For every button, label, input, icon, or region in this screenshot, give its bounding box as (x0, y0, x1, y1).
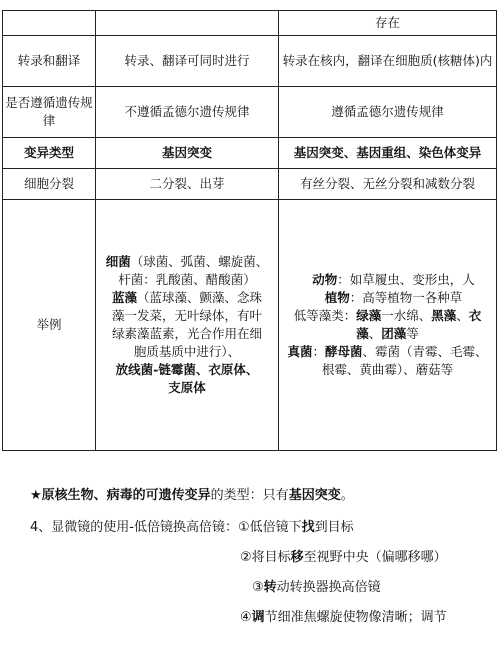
header-cell-3: 存在 (279, 11, 497, 36)
step-2 (240, 546, 447, 565)
example-line: 绿素藻蓝素，光合作用在细 (111, 326, 262, 341)
prokaryote-cell: 转录、翻译可同时进行 (96, 36, 279, 87)
algae-text: 、 (368, 326, 382, 341)
eukaryote-cell: 基因突变、基因重组、染色体变异 (279, 138, 497, 169)
table-header-row (3, 11, 497, 36)
prokaryote-cell: 二分裂、出芽 (96, 169, 279, 200)
yeast: 酵母菌 (325, 344, 363, 359)
algae-text: 、 (456, 308, 469, 323)
eukaryote-examples (279, 200, 497, 451)
example-line (98, 253, 276, 271)
algae-tuan: 团藻 (381, 326, 407, 341)
row-label: 转录和翻译 (3, 36, 96, 87)
algae-prefix: 低等藻类： (293, 308, 357, 323)
item4-text: 4、显微镜的使用-低倍镜换高倍镜：①低倍镜下 (30, 520, 302, 535)
example-line (281, 307, 494, 325)
fungi-title: 真菌 (287, 344, 313, 359)
step-bold: 转 (263, 580, 277, 595)
example-line: 藻一发菜，无叶绿体，有叶 (111, 308, 262, 323)
bacteria-title: 细菌 (105, 254, 131, 269)
prokaryote-cell: 不遵循孟德尔遗传规律 (96, 87, 279, 138)
row-label: 举例 (3, 200, 96, 451)
cyano-title: 蓝藻 (111, 290, 137, 305)
algae-yi: 衣 (468, 308, 482, 323)
row-label: 是否遵循遗传规律 (3, 87, 96, 138)
step-text: ④ (240, 610, 252, 625)
microscope-note (30, 516, 354, 535)
cyano-text: （蓝球藻、颤藻、念珠 (137, 290, 263, 305)
example-line: 放线菌-链霉菌、衣原体、 (115, 362, 259, 377)
table-row-examples (3, 200, 497, 451)
eukaryote-cell: 遵循孟德尔遗传规律 (279, 87, 497, 138)
step-text: ②将目标 (240, 550, 291, 565)
animal-text: ：如草履虫、变形虫，人 (337, 272, 475, 287)
star-icon: ★ (30, 488, 42, 503)
example-line: 根霉、黄曲霉）、蘑菇等 (321, 362, 454, 377)
table-row (3, 36, 497, 87)
star-end: 。 (340, 488, 354, 503)
bacteria-text: （球菌、弧菌、螺旋菌、 (130, 254, 269, 269)
algae-green: 绿藻 (356, 308, 382, 323)
star-bold2: 基因突变 (288, 488, 341, 503)
example-line (281, 325, 494, 343)
fungi-text: ： (312, 344, 325, 359)
algae-zao: 藻 (356, 326, 369, 341)
comparison-table (2, 10, 497, 451)
eukaryote-cell: 转录在核内，翻译在细胞质(核糖体)内 (279, 36, 497, 87)
algae-text: 一水绵、 (381, 308, 432, 323)
table-row (3, 169, 497, 200)
plant-text: ：高等植物一各种草 (349, 290, 463, 305)
eukaryote-cell: 有丝分裂、无丝分裂和减数分裂 (279, 169, 497, 200)
prokaryote-examples (96, 200, 279, 451)
example-line: 杆菌：乳酸菌、醋酸菌） (118, 272, 256, 287)
step-text: ③ (252, 580, 264, 595)
fungi-text: 、霉菌（青霉、毛霉、 (362, 344, 488, 359)
animal-title: 动物 (312, 272, 338, 287)
star-text: 的类型：只有 (210, 488, 289, 503)
algae-black: 黑藻 (431, 308, 457, 323)
star-note (30, 484, 354, 503)
table-row (3, 87, 497, 138)
row-label: 变异类型 (3, 138, 96, 169)
example-line: 支原体 (168, 380, 206, 395)
item4-bold: 找 (301, 520, 315, 535)
step-bold: 移 (290, 550, 304, 565)
header-cell-2 (96, 11, 279, 36)
example-line (281, 289, 494, 307)
algae-text: 等 (406, 326, 419, 341)
example-line (281, 343, 494, 361)
example-line: 胞质基质中进行）、 (133, 344, 241, 359)
example-line (98, 289, 276, 307)
step-text: 节细准焦螺旋使物像清晰；调节 (264, 610, 447, 625)
header-cell-1 (3, 11, 96, 36)
plant-title: 植物 (324, 290, 350, 305)
example-line (281, 271, 494, 289)
step-4 (240, 606, 447, 625)
table-row (3, 138, 497, 169)
item4-end: 到目标 (314, 520, 354, 535)
step-text: 动转换器换高倍镜 (276, 580, 381, 595)
star-bold: 原核生物、病毒的可遗传变异 (41, 488, 211, 503)
prokaryote-cell: 基因突变 (96, 138, 279, 169)
step-bold: 调 (251, 610, 265, 625)
step-3 (252, 576, 381, 595)
step-text: 至视野中央（偏哪移哪） (303, 550, 447, 565)
row-label: 细胞分裂 (3, 169, 96, 200)
